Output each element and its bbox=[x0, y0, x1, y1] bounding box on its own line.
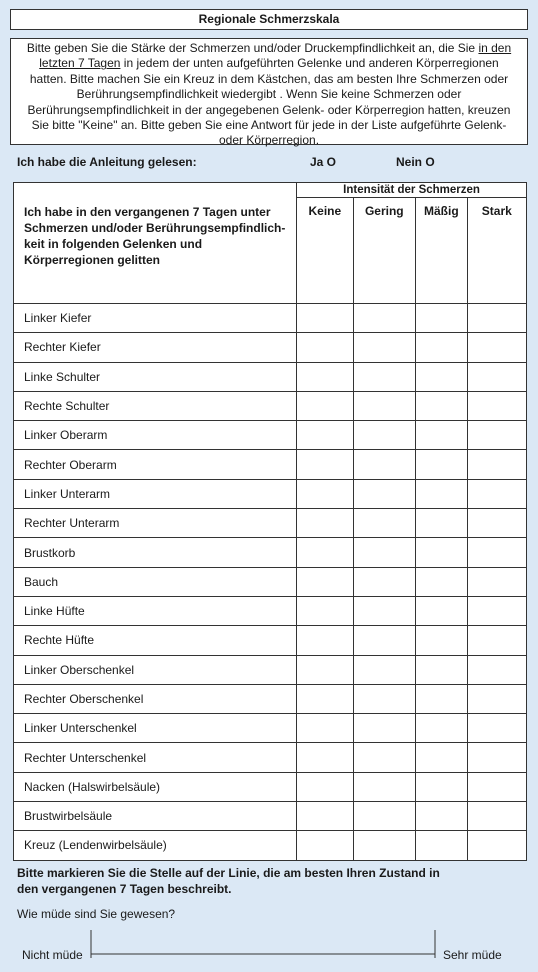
region-label: Linker Oberschenkel bbox=[14, 655, 297, 684]
table-row bbox=[14, 772, 527, 801]
checkbox-cell-keine[interactable] bbox=[297, 714, 353, 743]
option-header-maessig: Mäßig bbox=[416, 198, 468, 304]
region-question-header: Ich habe in den vergangenen 7 Tagen unter Schmerzen und/oder Berührungsempfindlich-keit in folgenden Gelenken und Körperregionen gelitten bbox=[14, 198, 297, 304]
scale-left-anchor: Nicht müde bbox=[22, 948, 83, 962]
region-label: Linker Oberarm bbox=[14, 421, 297, 450]
region-label: Rechte Schulter bbox=[14, 391, 297, 420]
table-row bbox=[14, 391, 527, 420]
table-row bbox=[14, 714, 527, 743]
scale-right-anchor: Sehr müde bbox=[443, 948, 502, 962]
table-row bbox=[14, 333, 527, 362]
checkbox-cell-keine[interactable] bbox=[297, 362, 353, 391]
instructions-box bbox=[10, 38, 528, 148]
checkbox-cell-gering[interactable] bbox=[353, 772, 415, 801]
region-label: Rechter Oberarm bbox=[14, 450, 297, 479]
option-header-keine: Keine bbox=[297, 198, 353, 304]
checkbox-cell-gering[interactable] bbox=[353, 684, 415, 713]
table-row bbox=[14, 362, 527, 391]
checkbox-cell-maessig[interactable] bbox=[416, 626, 468, 655]
checkbox-cell-keine[interactable] bbox=[297, 333, 353, 362]
region-label: Linke Schulter bbox=[14, 362, 297, 391]
checkbox-cell-stark[interactable] bbox=[467, 479, 526, 508]
checkbox-cell-maessig[interactable] bbox=[416, 743, 468, 772]
checkbox-cell-maessig[interactable] bbox=[416, 333, 468, 362]
read-confirmation bbox=[17, 153, 517, 171]
checkbox-cell-stark[interactable] bbox=[467, 333, 526, 362]
table-row bbox=[14, 421, 527, 450]
table-row bbox=[14, 567, 527, 596]
checkbox-cell-stark[interactable] bbox=[467, 304, 526, 333]
instructions-underlined: in den letzten 7 Tagen bbox=[39, 41, 512, 71]
checkbox-cell-gering[interactable] bbox=[353, 802, 415, 831]
instructions-text-1: Bitte geben Sie die Stärke der Schmerzen und/oder Druckempfindlichkeit an, die Sie bbox=[26, 41, 479, 55]
checkbox-cell-maessig[interactable] bbox=[416, 567, 468, 596]
table-row bbox=[14, 304, 527, 333]
checkbox-cell-gering[interactable] bbox=[353, 421, 415, 450]
form-title: Regionale Schmerzskala bbox=[10, 9, 528, 30]
intensity-group-header: Intensität der Schmerzen bbox=[297, 183, 527, 198]
checkbox-cell-stark[interactable] bbox=[467, 509, 526, 538]
region-label: Linker Unterschenkel bbox=[14, 714, 297, 743]
region-label: Rechter Unterschenkel bbox=[14, 743, 297, 772]
region-label: Bauch bbox=[14, 567, 297, 596]
checkbox-cell-gering[interactable] bbox=[353, 567, 415, 596]
checkbox-cell-maessig[interactable] bbox=[416, 772, 468, 801]
checkbox-cell-maessig[interactable] bbox=[416, 596, 468, 625]
read-yes-option[interactable]: Ja O bbox=[310, 155, 337, 169]
checkbox-cell-gering[interactable] bbox=[353, 626, 415, 655]
table-row bbox=[14, 479, 527, 508]
checkbox-cell-gering[interactable] bbox=[353, 655, 415, 684]
region-label: Rechte Hüfte bbox=[14, 626, 297, 655]
table-row bbox=[14, 655, 527, 684]
region-label: Kreuz (Lendenwirbelsäule) bbox=[14, 831, 297, 860]
checkbox-cell-stark[interactable] bbox=[467, 567, 526, 596]
checkbox-cell-keine[interactable] bbox=[297, 772, 353, 801]
checkbox-cell-stark[interactable] bbox=[467, 743, 526, 772]
checkbox-cell-stark[interactable] bbox=[467, 802, 526, 831]
region-label: Brustkorb bbox=[14, 538, 297, 567]
checkbox-cell-gering[interactable] bbox=[353, 450, 415, 479]
region-label: Linker Unterarm bbox=[14, 479, 297, 508]
table-row bbox=[14, 743, 527, 772]
checkbox-cell-maessig[interactable] bbox=[416, 831, 468, 860]
checkbox-cell-stark[interactable] bbox=[467, 714, 526, 743]
checkbox-cell-keine[interactable] bbox=[297, 391, 353, 420]
option-header-stark: Stark bbox=[467, 198, 526, 304]
region-label: Linke Hüfte bbox=[14, 596, 297, 625]
checkbox-cell-gering[interactable] bbox=[353, 743, 415, 772]
checkbox-cell-stark[interactable] bbox=[467, 450, 526, 479]
checkbox-cell-stark[interactable] bbox=[467, 421, 526, 450]
checkbox-cell-stark[interactable] bbox=[467, 596, 526, 625]
checkbox-cell-maessig[interactable] bbox=[416, 450, 468, 479]
fatigue-visual-analog-scale[interactable] bbox=[90, 930, 436, 958]
checkbox-cell-keine[interactable] bbox=[297, 509, 353, 538]
checkbox-cell-stark[interactable] bbox=[467, 391, 526, 420]
checkbox-cell-maessig[interactable] bbox=[416, 538, 468, 567]
table-corner bbox=[14, 183, 297, 198]
checkbox-cell-gering[interactable] bbox=[353, 831, 415, 860]
scale-instruction: Bitte markieren Sie die Stelle auf der Linie, die am besten Ihren Zustand in den vergangenen 7 Tagen beschreibt. bbox=[17, 866, 440, 896]
checkbox-cell-gering[interactable] bbox=[353, 391, 415, 420]
checkbox-cell-maessig[interactable] bbox=[416, 714, 468, 743]
region-label: Nacken (Halswirbelsäule) bbox=[14, 772, 297, 801]
checkbox-cell-stark[interactable] bbox=[467, 362, 526, 391]
checkbox-cell-maessig[interactable] bbox=[416, 304, 468, 333]
checkbox-cell-stark[interactable] bbox=[467, 684, 526, 713]
checkbox-cell-gering[interactable] bbox=[353, 479, 415, 508]
checkbox-cell-gering[interactable] bbox=[353, 333, 415, 362]
option-header-gering: Gering bbox=[353, 198, 415, 304]
region-label: Rechter Kiefer bbox=[14, 333, 297, 362]
checkbox-cell-keine[interactable] bbox=[297, 802, 353, 831]
table-row bbox=[14, 684, 527, 713]
table-row bbox=[14, 538, 527, 567]
checkbox-cell-keine[interactable] bbox=[297, 626, 353, 655]
table-row bbox=[14, 831, 527, 860]
table-row bbox=[14, 596, 527, 625]
checkbox-cell-gering[interactable] bbox=[353, 596, 415, 625]
region-label: Linker Kiefer bbox=[14, 304, 297, 333]
checkbox-cell-keine[interactable] bbox=[297, 450, 353, 479]
read-confirmation-question: Ich habe die Anleitung gelesen: bbox=[17, 155, 197, 169]
checkbox-cell-stark[interactable] bbox=[467, 772, 526, 801]
checkbox-cell-maessig[interactable] bbox=[416, 684, 468, 713]
checkbox-cell-keine[interactable] bbox=[297, 655, 353, 684]
table-row bbox=[14, 509, 527, 538]
checkbox-cell-maessig[interactable] bbox=[416, 421, 468, 450]
region-label: Rechter Unterarm bbox=[14, 509, 297, 538]
checkbox-cell-maessig[interactable] bbox=[416, 391, 468, 420]
checkbox-cell-keine[interactable] bbox=[297, 684, 353, 713]
checkbox-cell-keine[interactable] bbox=[297, 304, 353, 333]
pain-intensity-table bbox=[13, 182, 527, 861]
instructions-text-2: in jedem der unten aufgeführten Gelenke und anderen Körperregionen hatten. Bitte machen Sie ein Kreuz in dem Kästchen, das am besten Ihre Schmerzen oder Berührungsempfindlichkeit wiedergibt . Wenn Sie keine Schmerzen oder Berührungsempfindlichkeit in der angegebenen Gelenk- oder Körperregion hatten, kreuzen Sie bitte "Keine" an. Bitte geben Sie eine Antwort für jede in der Liste aufgeführte Gelenk- oder Körperregion. bbox=[27, 56, 511, 148]
checkbox-cell-maessig[interactable] bbox=[416, 802, 468, 831]
checkbox-cell-gering[interactable] bbox=[353, 538, 415, 567]
checkbox-cell-stark[interactable] bbox=[467, 538, 526, 567]
region-label: Brustwirbelsäule bbox=[14, 802, 297, 831]
checkbox-cell-maessig[interactable] bbox=[416, 479, 468, 508]
checkbox-cell-gering[interactable] bbox=[353, 304, 415, 333]
checkbox-cell-maessig[interactable] bbox=[416, 509, 468, 538]
checkbox-cell-gering[interactable] bbox=[353, 509, 415, 538]
checkbox-cell-keine[interactable] bbox=[297, 831, 353, 860]
table-row bbox=[14, 626, 527, 655]
checkbox-cell-keine[interactable] bbox=[297, 538, 353, 567]
checkbox-cell-stark[interactable] bbox=[467, 626, 526, 655]
checkbox-cell-keine[interactable] bbox=[297, 421, 353, 450]
checkbox-cell-stark[interactable] bbox=[467, 655, 526, 684]
region-label: Rechter Oberschenkel bbox=[14, 684, 297, 713]
checkbox-cell-keine[interactable] bbox=[297, 567, 353, 596]
checkbox-cell-gering[interactable] bbox=[353, 362, 415, 391]
table-row bbox=[14, 450, 527, 479]
read-no-option[interactable]: Nein O bbox=[396, 155, 435, 169]
checkbox-cell-maessig[interactable] bbox=[416, 362, 468, 391]
region-rows bbox=[14, 304, 527, 861]
checkbox-cell-maessig[interactable] bbox=[416, 655, 468, 684]
checkbox-cell-gering[interactable] bbox=[353, 714, 415, 743]
checkbox-cell-stark[interactable] bbox=[467, 831, 526, 860]
checkbox-cell-keine[interactable] bbox=[297, 596, 353, 625]
fatigue-question: Wie müde sind Sie gewesen? bbox=[17, 907, 176, 921]
table-row bbox=[14, 802, 527, 831]
checkbox-cell-keine[interactable] bbox=[297, 479, 353, 508]
checkbox-cell-keine[interactable] bbox=[297, 743, 353, 772]
